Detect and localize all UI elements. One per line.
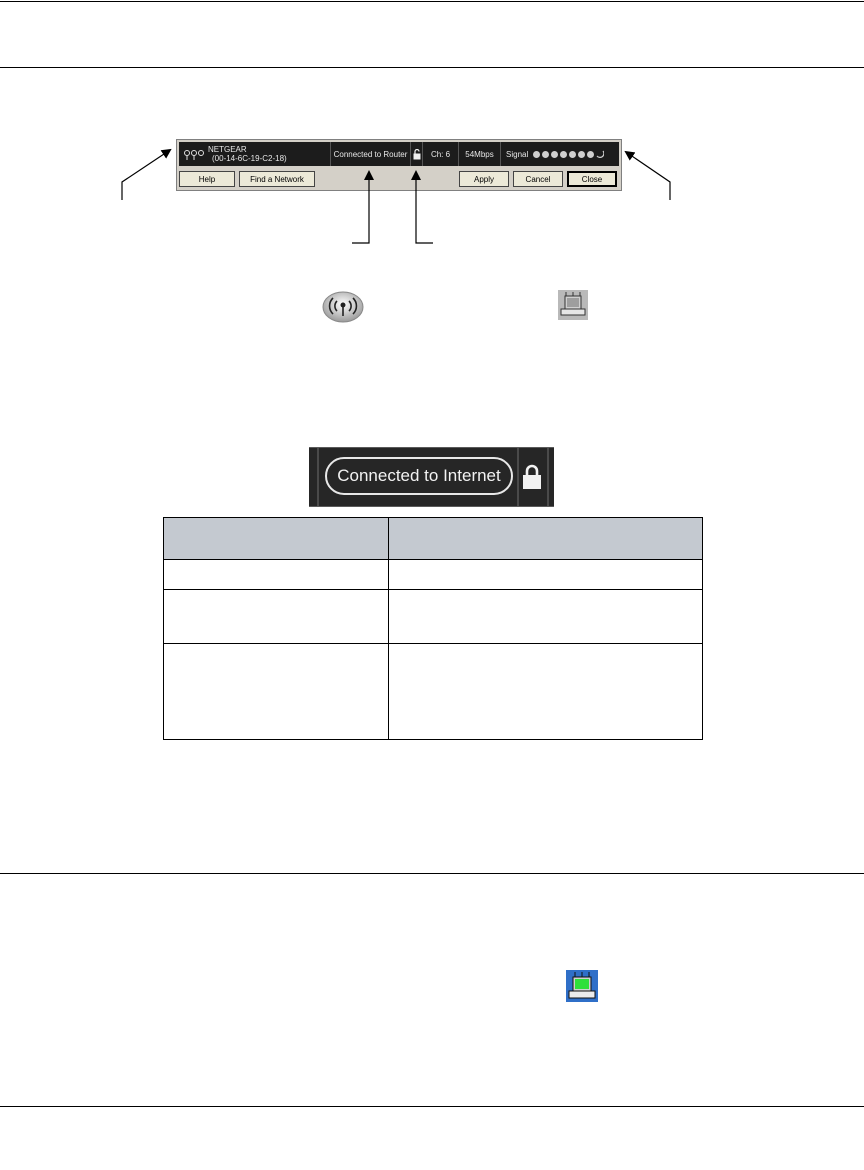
table-cell [389,560,703,590]
adapter-green-icon [566,970,598,1002]
footer-rule [0,1106,864,1107]
separator [547,448,549,506]
section-rule [0,873,864,874]
status-arrow [352,172,369,243]
apply-button[interactable]: Apply [459,171,509,187]
internet-status-label: Connected to Internet [325,457,513,495]
separator [317,448,319,506]
left-arrow [122,150,170,200]
internet-status-bar [309,447,554,507]
table-header-cell [164,518,389,560]
icon-legend-table [163,517,703,740]
adapter-gray-icon [558,290,588,320]
cancel-button[interactable]: Cancel [513,171,563,187]
table-cell [389,590,703,644]
network-name: NETGEAR [208,145,247,154]
table-cell [164,644,389,740]
table-header-cell [389,518,703,560]
help-button[interactable]: Help [179,171,235,187]
data-rate: 54Mbps [459,142,501,166]
table-row [164,644,703,740]
table-cell [389,644,703,740]
table-row [164,560,703,590]
separator [517,448,519,506]
lock-arrow [416,172,433,243]
find-network-button[interactable]: Find a Network [239,171,315,187]
table-cell [164,590,389,644]
table-header-row [164,518,703,560]
right-arrow [626,152,670,200]
lock-icon [522,464,542,490]
signal-label: Signal [506,149,529,159]
callout-arrows [0,0,864,260]
antenna-icon [322,291,364,323]
table-cell [164,560,389,590]
channel: Ch: 6 [423,142,459,166]
mac-address: (00-14-6C-19-C2-18) [212,154,287,163]
close-button[interactable]: Close [567,171,617,187]
connection-status: Connected to Router [331,142,411,166]
table-row [164,590,703,644]
